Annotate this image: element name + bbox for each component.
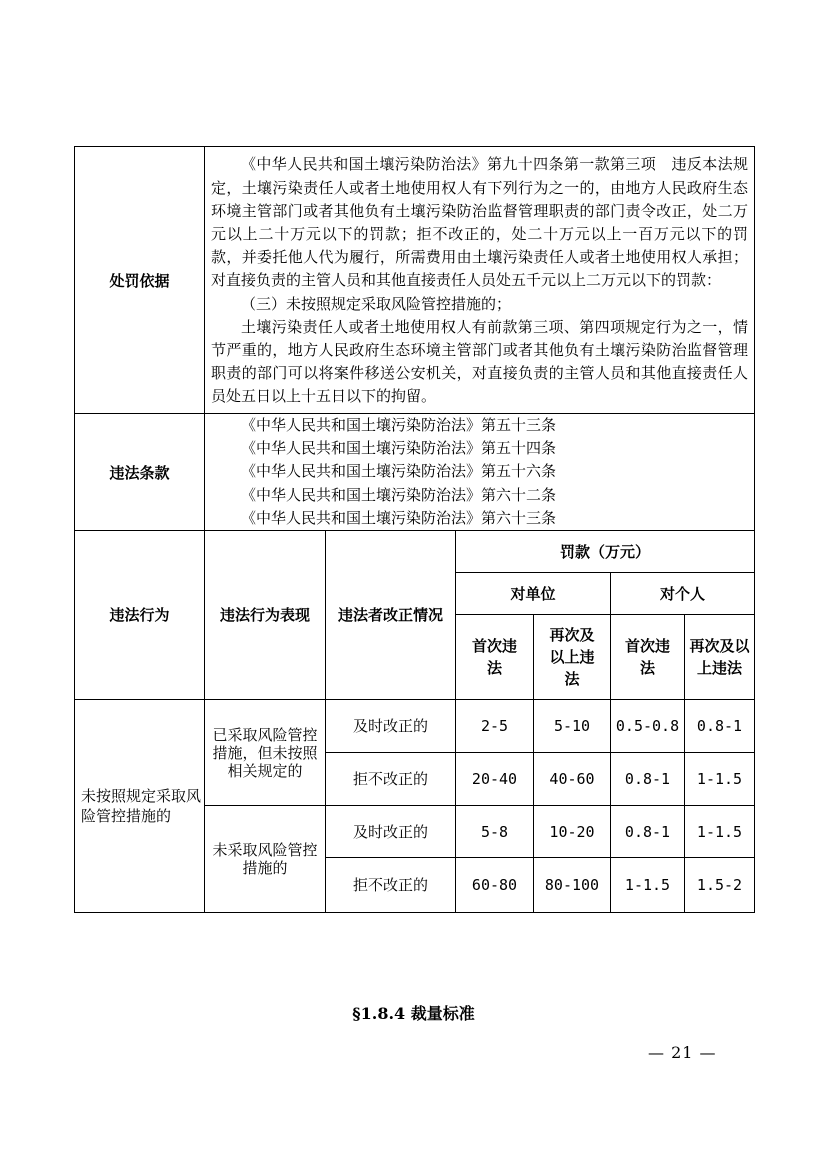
basis-paragraph-1: 《中华人民共和国土壤污染防治法》第九十四条第一款第三项 违反本法规定，土壤污染责任人或者土地使用权人有下列行为之一的，由地方人民政府生态环境主管部门或者其他负有土壤污染防治监督管理职责的部门责令改正，处二万元以上二十万元以下的罚款；拒不改正的，处二十万元以上一百万元以下的罚款，并委托他人代为履行，所需费用由土壤污染责任人或者土地使用权人承担；对直接负责的主管人员和其他直接责任人员处五千元以上二万元以下的罚款： bbox=[211, 155, 748, 290]
correction-cell: 及时改正的 bbox=[326, 806, 456, 858]
clauses-label: 违法条款 bbox=[75, 414, 205, 531]
header-act: 违法行为 bbox=[75, 531, 205, 700]
header-correction: 违法者改正情况 bbox=[326, 531, 456, 700]
individual-repeat-cell: 1-1.5 bbox=[685, 806, 755, 858]
clause-item: 《中华人民共和国土壤污染防治法》第五十三条 bbox=[241, 416, 557, 434]
clause-item: 《中华人民共和国土壤污染防治法》第五十四条 bbox=[241, 439, 557, 458]
correction-cell: 及时改正的 bbox=[326, 700, 456, 753]
basis-content bbox=[205, 147, 755, 414]
basis-paragraph-2: （三）未按照规定采取风险管控措施的； bbox=[241, 294, 512, 313]
act-name: 未按照规定采取风险管控措施的 bbox=[75, 700, 205, 913]
section-title: §1.8.4 裁量标准 bbox=[352, 1004, 475, 1023]
manifestation-cell: 已采取风险管控措施，但未按照相关规定的 bbox=[205, 700, 326, 806]
basis-paragraph-3: 土壤污染责任人或者土地使用权人有前款第三项、第四项规定行为之一，情节严重的，地方人民政府生态环境主管部门或者其他负有土壤污染防治监督管理职责的部门可以将案件移送公安机关，对直接负责的主管人员和其他直接责任人员处五日以上十五日以下的拘留。 bbox=[211, 317, 748, 406]
individual-repeat-cell: 1.5-2 bbox=[685, 858, 755, 913]
clause-item: 《中华人民共和国土壤污染防治法》第五十六条 bbox=[241, 462, 557, 481]
basis-label: 处罚依据 bbox=[75, 147, 205, 414]
individual-first-cell: 0.8-1 bbox=[611, 753, 685, 806]
individual-first-cell: 0.5-0.8 bbox=[611, 700, 685, 753]
correction-cell: 拒不改正的 bbox=[326, 858, 456, 913]
table-row bbox=[75, 700, 755, 753]
individual-repeat-cell: 1-1.5 bbox=[685, 753, 755, 806]
header-fine: 罚款（万元） bbox=[456, 531, 755, 573]
header-individual-first: 首次违法 bbox=[611, 615, 685, 700]
basis-row bbox=[75, 147, 755, 414]
manifestation-cell: 未采取风险管控措施的 bbox=[205, 806, 326, 913]
individual-repeat-cell: 0.8-1 bbox=[685, 700, 755, 753]
header-individual-repeat: 再次及以上违法 bbox=[685, 615, 755, 700]
individual-first-cell: 0.8-1 bbox=[611, 806, 685, 858]
header-manifestation: 违法行为表现 bbox=[205, 531, 326, 700]
correction-cell: 拒不改正的 bbox=[326, 753, 456, 806]
clause-item: 《中华人民共和国土壤污染防治法》第六十三条 bbox=[241, 508, 557, 527]
header-individual: 对个人 bbox=[611, 573, 755, 615]
clauses-row bbox=[75, 414, 755, 531]
unit-first-cell: 20-40 bbox=[456, 753, 534, 806]
unit-repeat-cell: 40-60 bbox=[534, 753, 611, 806]
header-row-1 bbox=[75, 531, 755, 573]
header-unit: 对单位 bbox=[456, 573, 611, 615]
page-number: — 21 — bbox=[648, 1043, 717, 1062]
unit-repeat-cell: 5-10 bbox=[534, 700, 611, 753]
clauses-list bbox=[205, 414, 755, 531]
unit-first-cell: 60-80 bbox=[456, 858, 534, 913]
unit-repeat-cell: 80-100 bbox=[534, 858, 611, 913]
individual-first-cell: 1-1.5 bbox=[611, 858, 685, 913]
unit-repeat-cell: 10-20 bbox=[534, 806, 611, 858]
unit-first-cell: 2-5 bbox=[456, 700, 534, 753]
header-unit-repeat: 再次及以上违法 bbox=[534, 615, 611, 700]
penalty-standard-table bbox=[74, 146, 755, 913]
header-unit-first: 首次违法 bbox=[456, 615, 534, 700]
unit-first-cell: 5-8 bbox=[456, 806, 534, 858]
clause-item: 《中华人民共和国土壤污染防治法》第六十二条 bbox=[241, 485, 557, 504]
